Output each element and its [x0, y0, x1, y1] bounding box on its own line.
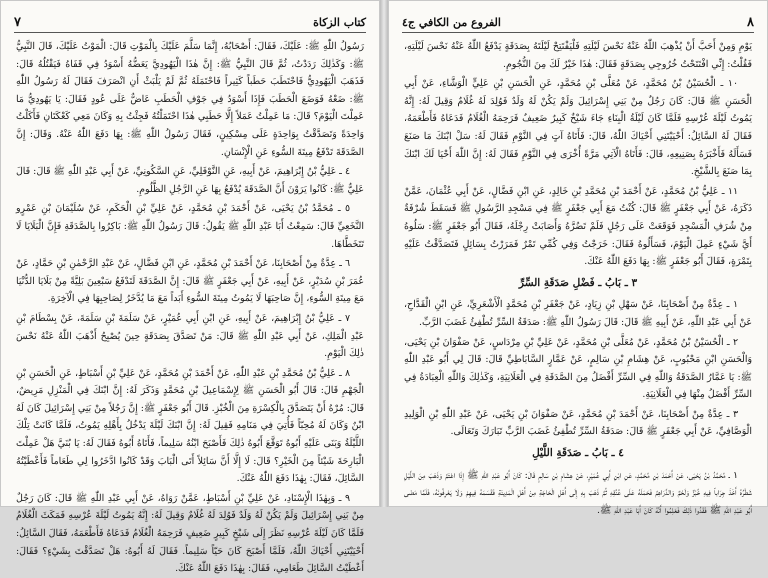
left-page-number: ٧: [14, 14, 21, 30]
paragraph: يَوْمِ وَمِنْ أَحَبَّ أَنْ يُذْهِبَ اللّٰهُ عَنْهُ نَحْسَ لَيْلَتِهِ فَلْيَفْتَتِحْ لَيْلَتَهُ بِصَدَقَةٍ يَدْفَعُ اللّٰهُ عَنْهُ نَحْسَ لَيْلَتِهِ، فَقُلْتُ: إِنِّي افْتَتَحْتُ خُرُوجِي بِصَدَقَةٍ فَقَالَ: هٰذَا خَيْرٌ لَكَ مِنَ النُّجُومِ.: [404, 41, 752, 70]
paragraph: ١ ـ مُحَمَّدُ بْنُ يَحْيَى، عَنْ أَحْمَدَ بْنِ مُحَمَّدٍ، عَنِ ابْنِ أَبِي عُمَيْرٍ، عَنْ هِشَامِ بْنِ سَالِمٍ قَالَ: كَانَ أَبُو عَبْدِ اللّٰهِ ﷺ إِذَا اعْتَمَّ وَذَهَبَ مِنَ اللَّيْلِ شَطْرُهُ أَخَذَ جِرَاباً فِيهِ خُبْزٌ وَلَحْمٌ وَالدَّرَاهِمُ فَحَمَلَهُ عَلَى عُنُقِهِ ثُمَّ ذَهَبَ بِهِ إِلَى أَهْلِ الْحَاجَةِ مِنْ أَهْلِ الْمَدِينَةِ فَقَسَمَهُ فِيهِمْ وَلَا يَعْرِفُونَهُ، فَلَمَّا مَضَى أَبُو عَبْدِ اللّٰهِ ﷺ فَقَدُوا ذٰلِكَ فَعَلِمُوا أَنَّهُ كَانَ أَبَا عَبْدِ اللّٰهِ ﷺ.: [404, 469, 752, 516]
paragraph: رَسُولُ اللّٰهِ ﷺ: عَلَيْكَ، فَقَالَ: أَصْحَابُهُ، إِنَّمَا سَلَّمَ عَلَيْكَ بِالْمَوْتِ قَالَ: الْمَوْتُ عَلَيْكَ، قَالَ النَّبِيُّ ﷺ: وَكَذٰلِكَ رَدَدْتُ، ثُمَّ قَالَ النَّبِيُّ ﷺ: إِنَّ هٰذَا الْيَهُودِيَّ يَعَضُّهُ أَسْوَدُ فِي قَفَاهُ فَيَقْتُلُهُ قَالَ: فَذَهَبَ الْيَهُودِيُّ فَاحْتَطَبَ حَطَباً كَثِيراً فَاحْتَمَلَهُ ثُمَّ لَمْ يَلْبَثْ أَنِ انْصَرَفَ فَقَالَ لَهُ رَسُولُ اللّٰهِ ﷺ: ضَعْهُ فَوَضَعَ الْحَطَبَ فَإِذَا أَسْوَدُ فِي جَوْفِ الْحَطَبِ عَاضٌّ عَلَى عُودٍ فَقَالَ: يَا يَهُودِيُّ مَا عَمِلْتَ الْيَوْمَ؟ قَالَ: مَا عَمِلْتُ عَمَلاً إِلَّا حَطَبِي هٰذَا احْتَمَلْتُهُ فَجِئْتُ بِهِ وَكَانَ مَعِي كَعْكَتَانِ فَأَكَلْتُ وَاحِدَةً وَتَصَدَّقْتُ بِوَاحِدَةٍ عَلَى مِسْكِينٍ، فَقَالَ رَسُولُ اللّٰهِ ﷺ: بِهَا دَفَعَ اللّٰهُ عَنْهُ. وَقَالَ: إِنَّ الصَّدَقَةَ تَدْفَعُ مِيتَةَ السُّوءِ عَنِ الْإِنْسَانِ.: [16, 41, 364, 158]
paragraph: ٦ ـ عِدَّةٌ مِنْ أَصْحَابِنَا، عَنْ أَحْمَدَ بْنِ مُحَمَّدٍ، عَنِ ابْنِ فَضَّالٍ، عَنْ عَبْدِ الرَّحْمٰنِ بْنِ حَمَّادٍ، عَنْ عُمَرَ بْنِ سُدَيْرٍ، عَنْ أَبِيهِ، عَنْ أَبِي جَعْفَرٍ ﷺ قَالَ: إِنَّ الصَّدَقَةَ لَتَدْفَعُ سَبْعِينَ بَلِيَّةً مِنْ بَلَايَا الدُّنْيَا مَعَ مِيتَةِ السُّوءِ، إِنَّ صَاحِبَهَا لَا يَمُوتُ مِيتَةَ السُّوءِ أَبَداً مَعَ مَا يُدَّخَرُ لِصَاحِبِهَا فِي الْآخِرَةِ.: [16, 258, 364, 305]
paragraph: ٣ ـ عِدَّةٌ مِنْ أَصْحَابِنَا، عَنْ أَحْمَدَ بْنِ مُحَمَّدٍ، عَنْ صَفْوَانَ بْنِ يَحْيَى، عَنْ عَبْدِ اللّٰهِ بْنِ الْوَلِيدِ الْوَصَّافِيِّ، عَنْ أَبِي جَعْفَرٍ ﷺ قَالَ: صَدَقَةُ السِّرِّ تُطْفِئُ غَضَبَ الرَّبِّ تَبَارَكَ وَتَعَالَى.: [404, 408, 752, 438]
right-page: [388, 0, 768, 516]
paragraph: ٧ ـ عَلِيُّ بْنُ إِبْرَاهِيمَ، عَنْ أَبِيهِ، عَنِ ابْنِ أَبِي عُمَيْرٍ، عَنْ سَلَمَةَ بْنِ سَلَمَةَ، عَنْ بِسْطَامَ بْنِ عَبْدِ الْمَلِكِ، عَنْ أَبِي عَبْدِ اللّٰهِ ﷺ قَالَ: مَنْ تَصَدَّقَ بِصَدَقَةٍ حِينَ يُصْبِحُ أَذْهَبَ اللّٰهُ عَنْهُ نَحْسَ ذٰلِكَ الْيَوْمِ.: [16, 312, 364, 360]
paragraph: ٥ ـ مُحَمَّدُ بْنُ يَحْيَى، عَنْ أَحْمَدَ بْنِ مُحَمَّدٍ، عَنْ عَلِيِّ بْنِ الْحَكَمِ، عَنْ سُلَيْمَانَ بْنِ عَمْرٍو النَّخَعِيِّ قَالَ: سَمِعْتُ أَبَا عَبْدِ اللّٰهِ ﷺ يَقُولُ: قَالَ رَسُولُ اللّٰهِ ﷺ: بَاكِرُوا بِالصَّدَقَةِ فَإِنَّ الْبَلَايَا لَا تَتَخَطَّاهَا.: [16, 203, 364, 250]
left-page: [0, 0, 380, 575]
paragraph: ٩ ـ وَبِهٰذَا الْإِسْنَادِ، عَنْ عَلِيِّ بْنِ أَسْبَاطٍ، عَمَّنْ رَوَاهُ، عَنْ أَبِي عَبْدِ اللّٰهِ ﷺ قَالَ: كَانَ رَجُلٌ مِنْ بَنِي إِسْرَائِيلَ وَلَمْ يَكُنْ لَهُ وَلَدٌ فَوُلِدَ لَهُ غُلَامٌ وَقِيلَ لَهُ: إِنَّهُ يَمُوتُ لَيْلَةَ عُرْسِهِ فَمَكَثَ الْغُلَامُ فَلَمَّا كَانَ لَيْلَةَ عُرْسِهِ نَظَرَ إِلَى شَيْخٍ كَبِيرٍ ضَعِيفٍ فَرَحِمَهُ الْغُلَامُ فَدَعَاهُ فَأَطْعَمَهُ، فَقَالَ السَّائِلُ: أَحْيَيْتَنِي أَحْيَاكَ اللّٰهُ، فَلَمَّا أَصْبَحَ كَانَ حَيّاً سَلِيماً. فَقَالَ لَهُ أَبُوهُ: هَلْ تَصَدَّقْتَ بِشَيْءٍ؟ فَقَالَ: أَعْطَيْتُ السَّائِلَ طَعَامِي، فَقَالَ: بِهٰذَا دَفَعَ اللّٰهُ عَنْكَ.: [16, 492, 364, 575]
right-page-body: [404, 38, 752, 516]
paragraph: ١٠ ـ الْحُسَيْنُ بْنُ مُحَمَّدٍ، عَنْ مُعَلَّى بْنِ مُحَمَّدٍ، عَنِ الْحَسَنِ بْنِ عَلِيٍّ الْوَشَّاءِ، عَنْ أَبِي الْحَسَنِ ﷺ قَالَ: كَانَ رَجُلٌ مِنْ بَنِي إِسْرَائِيلَ وَلَمْ يَكُنْ لَهُ وَلَدٌ فَوُلِدَ لَهُ غُلَامٌ وَقِيلَ لَهُ: إِنَّهُ يَمُوتُ لَيْلَةَ عُرْسِهِ فَلَمَّا كَانَ لَيْلَةُ الْبِنَاءِ جَاءَ شَيْخٌ كَبِيرٌ ضَعِيفٌ فَرَحِمَهُ الْغُلَامُ فَدَعَاهُ فَأَطْعَمَهُ، فَقَالَ لَهُ السَّائِلُ: أَحْيَيْتَنِي أَحْيَاكَ اللّٰهُ، قَالَ: فَأَتَاهُ آتٍ فِي النَّوْمِ فَقَالَ لَهُ: سَلْ ابْنَكَ مَا صَنَعَ فَسَأَلَهُ فَأَخْبَرَهُ بِصَنِيعِهِ، قَالَ: فَأَتَاهُ الْآتِي مَرَّةً أُخْرَى فِي النَّوْمِ فَقَالَ لَهُ: إِنَّ اللّٰهَ أَحْيَا لَكَ ابْنَكَ بِمَا صَنَعَ بِالشَّيْخِ.: [404, 78, 752, 178]
left-page-title: كتاب الزكاة: [313, 15, 366, 29]
left-page-body: [16, 38, 364, 575]
paragraph: ١١ ـ عَلِيُّ بْنُ مُحَمَّدٍ، عَنْ أَحْمَدَ بْنِ مُحَمَّدِ بْنِ خَالِدٍ، عَنِ ابْنِ فَضَّالٍ، عَنْ أَبِي عُثْمَانَ، عَمَّنْ ذَكَرَهُ، عَنْ أَبِي جَعْفَرٍ ﷺ قَالَ: كُنْتُ مَعَ أَبِي جَعْفَرٍ ﷺ فِي مَسْجِدِ الرَّسُولِ ﷺ فَسَقَطَ شُرْفَةٌ مِنْ شُرَفِ الْمَسْجِدِ فَوَقَعَتْ عَلَى رَجُلٍ فَلَمْ تَضُرَّهُ وَأَصَابَتْ رِجْلَهُ، فَقَالَ أَبُو جَعْفَرٍ ﷺ: سَلُوهُ أَيَّ شَيْءٍ عَمِلَ الْيَوْمَ، فَسَأَلُوهُ فَقَالَ: خَرَجْتُ وَفِي كُمِّي تَمْرٌ فَمَرَرْتُ بِسَائِلٍ فَتَصَدَّقْتُ عَلَيْهِ بِتَمْرَةٍ، فَقَالَ أَبُو جَعْفَرٍ ﷺ: بِهَا دَفَعَ اللّٰهُ عَنْكَ.: [404, 185, 752, 268]
paragraph: ٢ ـ الْحُسَيْنُ بْنُ مُحَمَّدٍ، عَنْ مُعَلَّى بْنِ مُحَمَّدٍ، عَنْ عَلِيِّ بْنِ مِرْدَاسٍ، عَنْ صَفْوَانَ بْنِ يَحْيَى، وَالْحَسَنِ ابْنِ مَحْبُوبٍ، عَنْ هِشَامِ بْنِ سَالِمٍ، عَنْ عَمَّارٍ السَّابَاطِيِّ قَالَ: قَالَ لِي أَبُو عَبْدِ اللّٰهِ ﷺ: يَا عَمَّارُ الصَّدَقَةُ وَاللّٰهِ فِي السِّرِّ أَفْضَلُ مِنَ الصَّدَقَةِ فِي الْعَلَانِيَةِ، وَكَذٰلِكَ وَاللّٰهِ الْعِبَادَةُ فِي السِّرِّ أَفْضَلُ مِنْهَا فِي الْعَلَانِيَةِ.: [404, 336, 752, 401]
right-page-title: الفروع من الكافي ج٤: [402, 15, 501, 29]
right-page-number: ٨: [747, 14, 754, 30]
left-page-header: [14, 12, 366, 33]
section-heading: ٣ ـ بَابُ ـ فَضْلِ صَدَقَةِ السِّرِّ: [518, 276, 638, 289]
book-gutter: [380, 0, 388, 507]
paragraph: ١ ـ عِدَّةٌ مِنْ أَصْحَابِنَا، عَنْ سَهْلِ بْنِ زِيَادٍ، عَنْ جَعْفَرِ بْنِ مُحَمَّدٍ الْأَشْعَرِيِّ، عَنِ ابْنِ الْقَدَّاحِ، عَنْ أَبِي عَبْدِ اللّٰهِ، عَنْ أَبِيهِ ﷺ قَالَ: قَالَ رَسُولُ اللّٰهِ ﷺ: صَدَقَةُ السِّرِّ تُطْفِئُ غَضَبَ الرَّبِّ.: [404, 299, 752, 328]
section-heading: ٤ ـ بَابُ ـ صَدَقَةِ اللَّيْلِ: [532, 447, 624, 460]
right-page-header: [402, 12, 754, 33]
paragraph: ٤ ـ عَلِيُّ بْنُ إِبْرَاهِيمَ، عَنْ أَبِيهِ، عَنِ النَّوْفَلِيِّ، عَنِ السَّكُونِيِّ، عَنْ أَبِي عَبْدِ اللّٰهِ ﷺ قَالَ: قَالَ عَلِيٌّ ﷺ: كَانُوا يَرَوْنَ أَنَّ الصَّدَقَةَ يُدْفَعُ بِهَا عَنِ الرَّجُلِ الظَّلُومِ.: [16, 166, 364, 195]
paragraph: ٨ ـ عَلِيُّ بْنُ مُحَمَّدِ بْنِ عَبْدِ اللّٰهِ، عَنْ أَحْمَدَ بْنِ مُحَمَّدٍ، عَنْ عَلِيِّ بْنِ أَسْبَاطٍ، عَنِ الْحَسَنِ بْنِ الْجَهْمِ قَالَ: قَالَ أَبُو الْحَسَنِ ﷺ لِإِسْمَاعِيلَ بْنِ مُحَمَّدٍ وَذَكَرَ لَهُ: إِنَّ ابْنَكَ فِي الْمَنْزِلِ مَرِيضٌ، قَالَ: مُرْهُ أَنْ يَتَصَدَّقَ بِالْكِسْرَةِ مِنَ الْخُبْزِ. قَالَ أَبُو جَعْفَرٍ ﷺ: إِنَّ رَجُلاً مِنْ بَنِي إِسْرَائِيلَ كَانَ لَهُ ابْنٌ وَكَانَ لَهُ مُحِبّاً فَأُتِيَ فِي مَنَامِهِ فَقِيلَ لَهُ: إِنَّ ابْنَكَ لَيْلَةَ يَدْخُلُ بِأَهْلِهِ يَمُوتُ، فَلَمَّا كَانَتْ تِلْكَ اللَّيْلَةُ وَبَنَى عَلَيْهِ أَبُوهُ تَوَقَّعَ أَبُوهُ ذٰلِكَ فَأَصْبَحَ ابْنُهُ سَلِيماً، فَأَتَاهُ أَبُوهُ فَقَالَ لَهُ: يَا بُنَيَّ هَلْ عَمِلْتَ الْبَارِحَةَ شَيْئاً مِنَ الْخَيْرِ؟ قَالَ: لَا إِلَّا أَنَّ سَائِلاً أَتَى الْبَابَ وَقَدْ كَانُوا ادَّخَرُوا لِي طَعَاماً فَأَعْطَيْتُهُ السَّائِلَ، فَقَالَ: بِهٰذَا دَفَعَ اللّٰهُ عَنْكَ.: [16, 367, 364, 485]
